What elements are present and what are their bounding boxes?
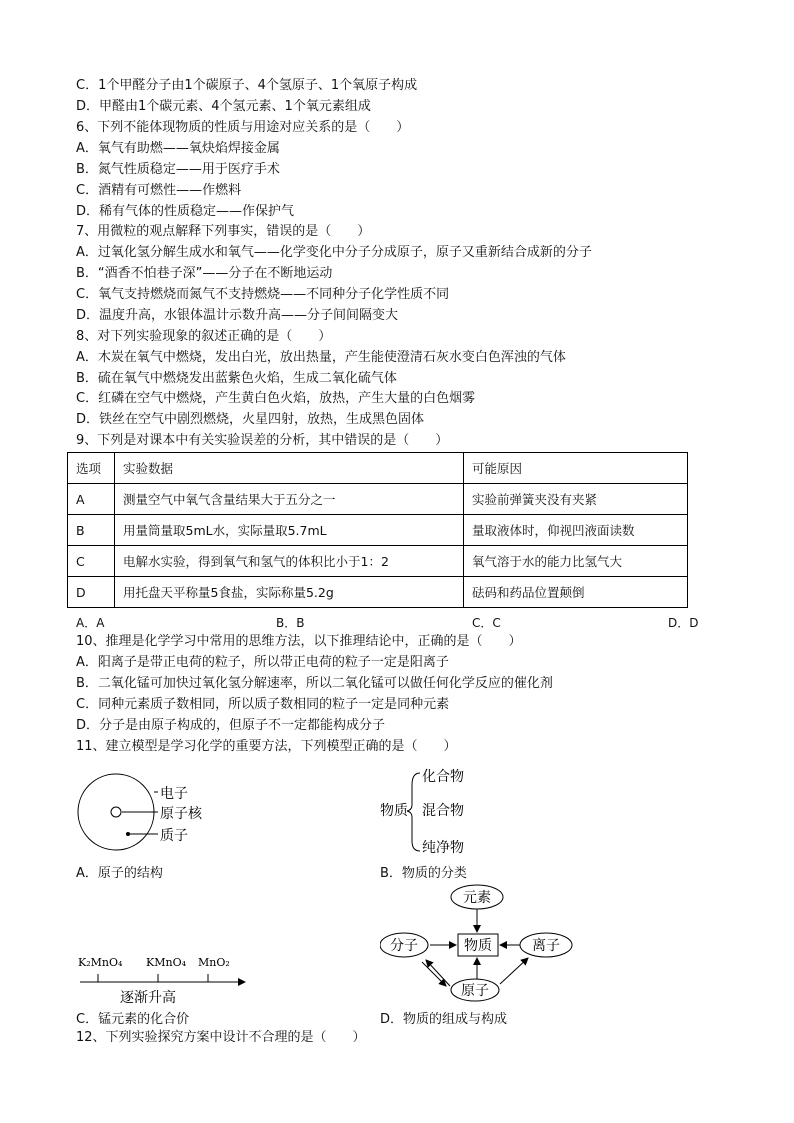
- label-proton: 质子: [160, 828, 188, 844]
- table-row: [68, 484, 688, 515]
- q6-stem: 6、下列不能体现物质的性质与用途对应关系的是（ ）: [76, 120, 410, 135]
- q7-option-d: D．温度升高，水银体温计示数升高——分子间间隔变大: [76, 308, 399, 323]
- label-compound: 化合物: [422, 769, 464, 785]
- q8-option-a: A．木炭在氧气中燃烧，发出白光，放出热量，产生能使澄清石灰水变白色浑浊的气体: [76, 350, 566, 365]
- q8-option-b: B．硫在氧气中燃烧发出蓝紫色火焰，生成二氧化硫气体: [76, 371, 397, 386]
- valence-axis-diagram: [76, 948, 251, 1006]
- label-matter: 物质: [380, 803, 408, 819]
- label-mno2: MnO₂: [198, 956, 230, 969]
- q7-option-b: B．“酒香不怕巷子深”——分子在不断地运动: [76, 266, 333, 281]
- table-header-row: [68, 453, 688, 484]
- classification-diagram: [380, 765, 490, 857]
- table-row: [68, 546, 688, 577]
- label-electron: 电子: [160, 786, 188, 802]
- q9-option-a: A．A: [76, 616, 105, 630]
- model-c-caption: C．锰元素的化合价: [76, 1012, 190, 1027]
- header-reason: 可能原因: [464, 453, 688, 484]
- label-kmno4: KMnO₄: [146, 956, 186, 969]
- cell-option: A: [68, 484, 115, 515]
- cell-reason: 砝码和药品位置颠倒: [464, 577, 688, 608]
- node-matter: 物质: [464, 938, 492, 954]
- q8-stem: 8、对下列实验现象的叙述正确的是（ ）: [76, 329, 332, 344]
- cell-option: D: [68, 577, 115, 608]
- node-molecule: 分子: [390, 938, 418, 954]
- model-b-caption: B．物质的分类: [380, 866, 467, 881]
- atom-structure-diagram: [76, 772, 206, 852]
- q7-option-a: A．过氧化氢分解生成水和氧气——化学变化中分子分成原子，原子又重新结合成新的分子: [76, 245, 592, 260]
- node-ion: 离子: [532, 938, 560, 954]
- q9-option-b: B．B: [276, 616, 305, 630]
- cell-data: 用量筒量取5mL水，实际量取5.7mL: [115, 515, 464, 546]
- q5-option-d: D．甲醛由1个碳元素、4个氢元素、1个氧元素组成: [76, 99, 371, 114]
- model-d-caption: D．物质的组成与构成: [380, 1012, 508, 1027]
- q9-option-d: D．D: [668, 616, 699, 630]
- q6-option-b: B．氮气性质稳定——用于医疗手术: [76, 162, 280, 177]
- cell-data: 电解水实验，得到氧气和氢气的体积比小于1：2: [115, 546, 464, 577]
- cell-option: B: [68, 515, 115, 546]
- q12-stem: 12、下列实验探究方案中设计不合理的是（ ）: [76, 1030, 366, 1045]
- q10-option-d: D．分子是由原子构成的，但原子不一定都能构成分子: [76, 718, 386, 733]
- table-row: [68, 515, 688, 546]
- q10-option-a: A．阳离子是带正电荷的粒子，所以带正电荷的粒子一定是阳离子: [76, 655, 449, 670]
- q6-option-c: C．酒精有可燃性——作燃料: [76, 183, 242, 198]
- cell-option: C: [68, 546, 115, 577]
- error-analysis-table: [67, 452, 688, 608]
- q10-stem: 10、推理是化学学习中常用的思维方法，以下推理结论中，正确的是（ ）: [76, 634, 522, 649]
- label-pure: 纯净物: [422, 840, 464, 856]
- cell-reason: 量取液体时，仰视凹液面读数: [464, 515, 688, 546]
- label-increasing: 逐渐升高: [120, 990, 176, 1006]
- label-k2mno4: K₂MnO₄: [78, 956, 123, 969]
- model-a-caption: A．原子的结构: [76, 866, 163, 881]
- q5-option-c: C．1个甲醛分子由1个碳原子、4个氢原子、1个氧原子构成: [76, 78, 418, 93]
- q7-stem: 7、用微粒的观点解释下列事实，错误的是（ ）: [76, 224, 371, 239]
- table-row: [68, 577, 688, 608]
- composition-diagram: [380, 882, 590, 1002]
- cell-reason: 氧气溶于水的能力比氢气大: [464, 546, 688, 577]
- cell-reason: 实验前弹簧夹没有夹紧: [464, 484, 688, 515]
- node-atom: 原子: [461, 983, 489, 999]
- label-nucleus: 原子核: [160, 806, 202, 822]
- q6-option-d: D．稀有气体的性质稳定——作保护气: [76, 204, 295, 219]
- q9-stem: 9、下列是对课本中有关实验误差的分析，其中错误的是（ ）: [76, 433, 449, 448]
- cell-data: 测量空气中氧气含量结果大于五分之一: [115, 484, 464, 515]
- q11-stem: 11、建立模型是学习化学的重要方法，下列模型正确的是（ ）: [76, 739, 457, 754]
- q6-option-a: A．氧气有助燃——氧炔焰焊接金属: [76, 141, 280, 156]
- q8-option-d: D．铁丝在空气中剧烈燃烧，火星四射，放热，生成黑色固体: [76, 412, 425, 427]
- header-data: 实验数据: [115, 453, 464, 484]
- node-element: 元素: [463, 890, 491, 906]
- q10-option-c: C．同种元素质子数相同，所以质子数相同的粒子一定是同种元素: [76, 697, 450, 712]
- q8-option-c: C．红磷在空气中燃烧，产生黄白色火焰，放热，产生大量的白色烟雾: [76, 391, 476, 406]
- q7-option-c: C．氧气支持燃烧而氮气不支持燃烧——不同种分子化学性质不同: [76, 287, 450, 302]
- cell-data: 用托盘天平称量5食盐，实际称量5.2g: [115, 577, 464, 608]
- q10-option-b: B．二氧化锰可加快过氧化氢分解速率，所以二氧化锰可以做任何化学反应的催化剂: [76, 676, 553, 691]
- header-option: 选项: [68, 453, 115, 484]
- q9-option-c: C．C: [472, 616, 501, 630]
- label-mixture: 混合物: [422, 803, 464, 819]
